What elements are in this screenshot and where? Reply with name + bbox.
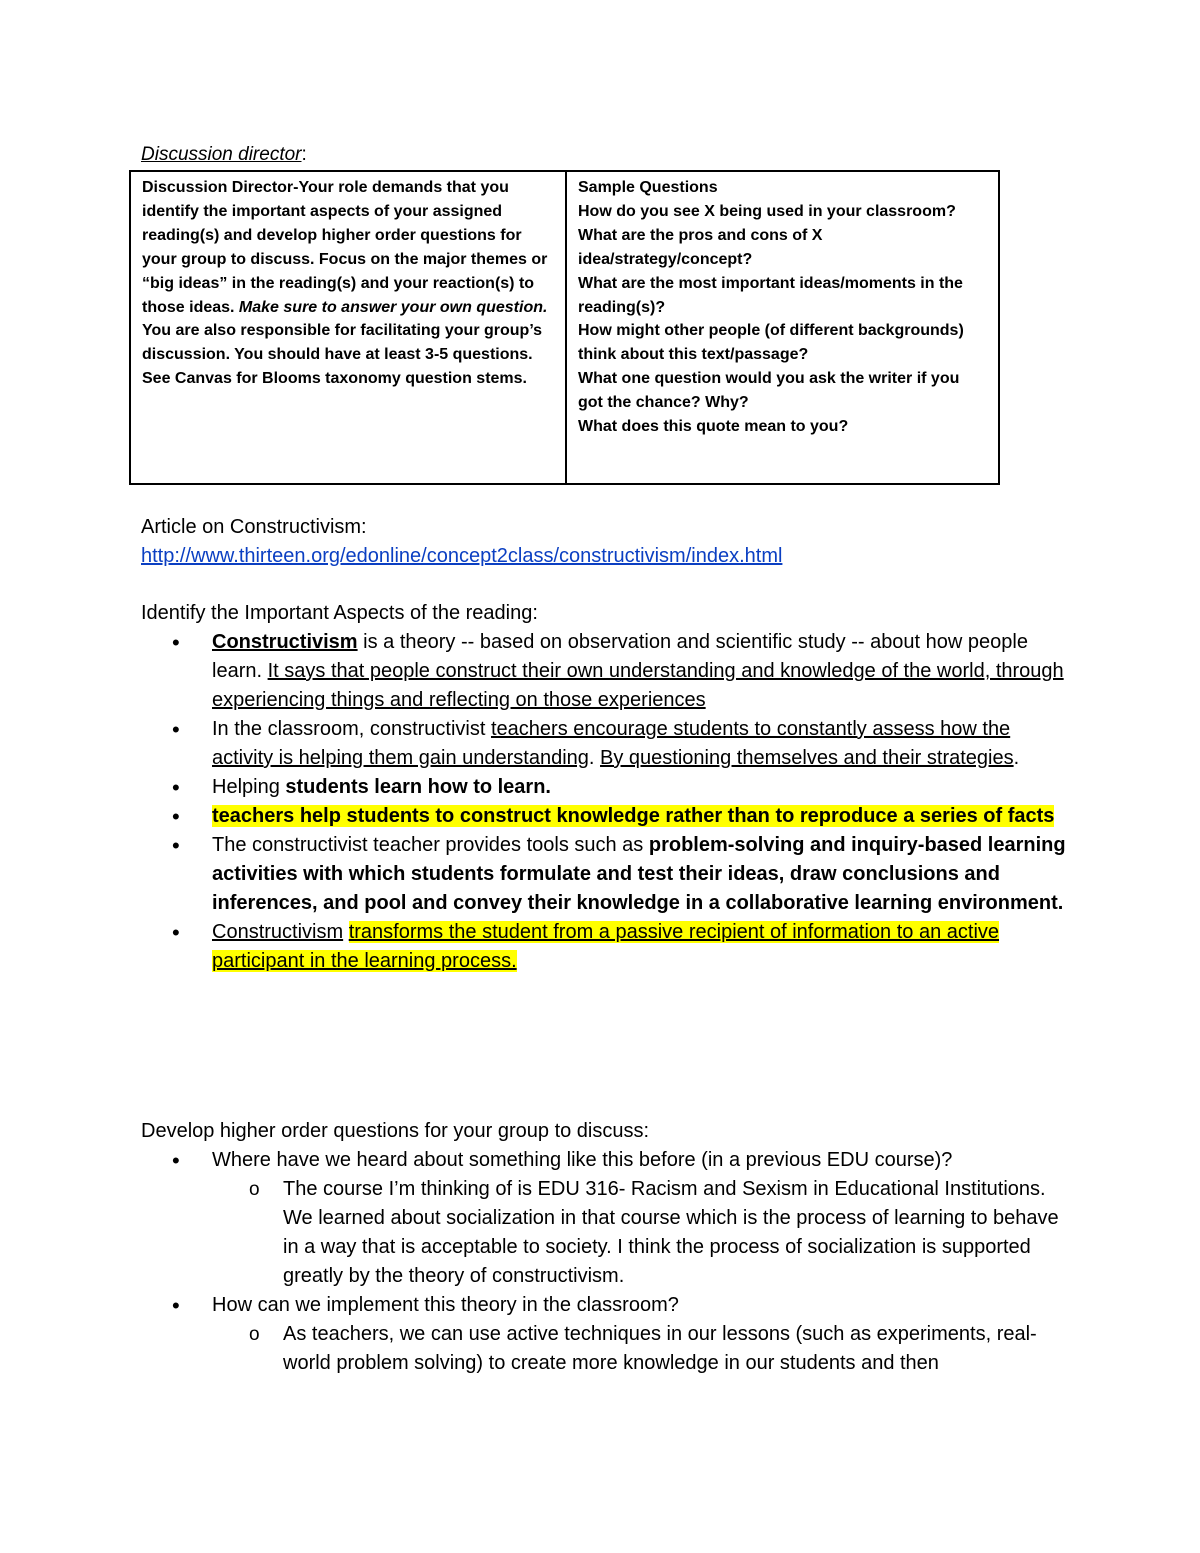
list-item: [141, 831, 1071, 918]
list-item: [141, 918, 1071, 976]
aspect-highlighted: teachers help students to construct knowledge rather than to reproduce a series of facts: [212, 805, 1055, 827]
sample-questions-title: Sample Questions: [578, 179, 718, 196]
list-item: [141, 773, 1071, 802]
answer-list: [212, 1175, 1071, 1291]
list-item: [141, 628, 1071, 715]
aspect-text: In the classroom, constructivist: [212, 718, 491, 740]
sample-question: What does this quote mean to you?: [578, 418, 849, 436]
question-text: Where have we heard about something like this before (in a previous EDU course)?: [212, 1149, 953, 1171]
sample-question: What one question would you ask the writer if you got the chance? Why?: [578, 370, 960, 412]
questions-list: [141, 1146, 1071, 1378]
list-item: [141, 1291, 1071, 1378]
aspect-bold: problem-solving and inquiry-based learning activities with which students formulate and test their ideas, draw conclusions and inferences, and pool and convey their knowledge in a collaborative learning environment.: [212, 834, 1066, 914]
aspect-underlined: It says that people construct their own understanding and knowledge of the world, through experiencing things and reflecting on those experiences: [212, 660, 1064, 711]
heading-colon: :: [301, 144, 307, 165]
list-item: o The course I’m thinking of is EDU 316- Racism and Sexism in Educational Institutions. We learned about socialization in that course which is the process of learning to behave in a way that is acceptable to society. I think the process of socialization is supported greatly by the theory of constructivism.: [141, 1175, 1071, 1291]
discussion-director-label: Discussion director: [141, 144, 302, 165]
question-text: How can we implement this theory in the classroom?: [212, 1294, 679, 1316]
list-item: [141, 802, 1071, 831]
aspects-list: [141, 628, 1071, 976]
aspect-text: Helping: [212, 776, 286, 798]
role-italic-note: Make sure to answer your own question.: [238, 298, 548, 316]
discussion-director-heading: [141, 144, 307, 166]
role-description-cell: [130, 171, 566, 484]
important-aspects-section: [141, 599, 1071, 976]
aspect-highlighted: transforms the student from a passive recipient of information to an active participant in the learning process.: [212, 921, 1000, 972]
sample-question: What are the most important ideas/moments in the reading(s)?: [578, 274, 963, 316]
sample-question: How do you see X being used in your classroom?: [578, 202, 956, 220]
role-description-table: [129, 170, 1000, 485]
article-section: [141, 513, 1071, 571]
aspect-underlined: teachers encourage students to constantly assess how the activity is helping them gain understanding: [212, 718, 1011, 769]
list-item: [141, 715, 1071, 773]
role-rest-text: You are also responsible for facilitating your group’s discussion. You should have at least 3-5 questions. See Canvas for Blooms taxonomy question stems.: [142, 322, 543, 388]
list-item: o As teachers, we can use active techniques in our lessons (such as experiments, real-world problem solving) to create more knowledge in our students and then: [141, 1320, 1071, 1378]
aspect-underlined: By questioning themselves and their strategies: [600, 747, 1014, 769]
aspect-text: The constructivist teacher provides tools such as: [212, 834, 649, 856]
role-intro-text: Discussion Director-Your role demands that you identify the important aspects of your assigned reading(s) and develop higher order questions for your group to discuss. Focus on the major themes or “big ideas” in the reading(s) and your reaction(s) to those ideas.: [142, 179, 548, 316]
article-link[interactable]: http://www.thirteen.org/edonline/concept2class/constructivism/index.html: [141, 545, 783, 567]
sample-question: What are the pros and cons of X idea/strategy/concept?: [578, 226, 823, 268]
sample-question: How might other people (of different backgrounds) think about this text/passage?: [578, 322, 964, 364]
aspect-text: .: [1013, 747, 1020, 769]
aspects-heading: Identify the Important Aspects of the reading:: [141, 602, 538, 624]
list-item: [141, 1146, 1071, 1291]
aspect-text: [343, 921, 349, 943]
article-label: Article on Constructivism:: [141, 516, 367, 538]
aspect-text: is a theory -- based on observation and scientific study -- about how people learn.: [212, 631, 1028, 682]
aspect-text: .: [588, 747, 601, 769]
questions-heading: Develop higher order questions for your group to discuss:: [141, 1120, 650, 1142]
aspect-term: Constructivism: [212, 921, 344, 943]
aspect-term: Constructivism: [212, 631, 358, 653]
sample-questions-cell: [566, 171, 999, 484]
aspect-bold: students learn how to learn.: [285, 776, 551, 798]
discussion-questions-section: [141, 1117, 1071, 1378]
answer-list: [212, 1320, 1071, 1378]
